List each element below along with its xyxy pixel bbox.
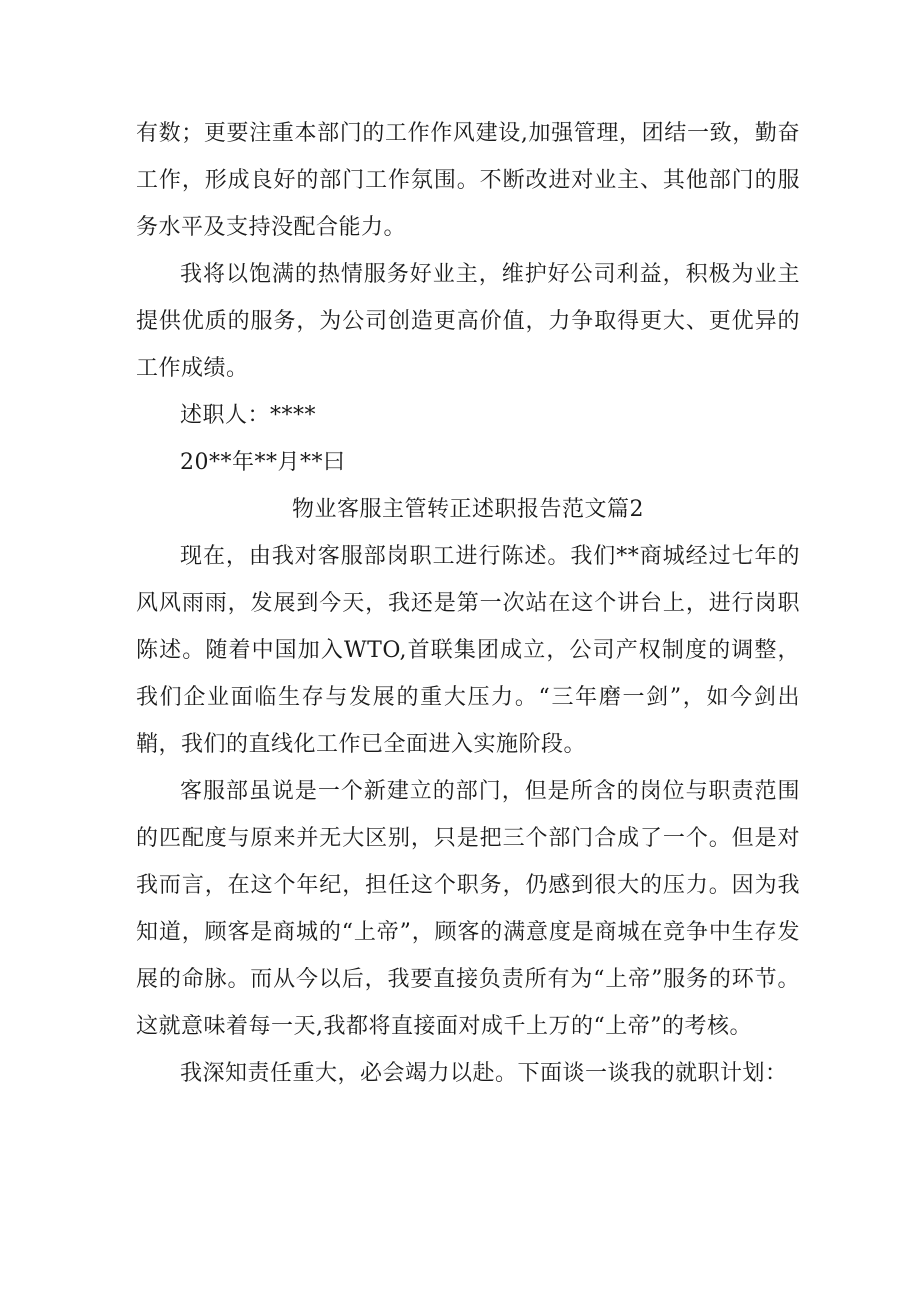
continued-paragraph: 有数；更要注重本部门的工作作风建设,加强管理，团结一致，勤奋工作，形成良好的部门工作氛围。不断改进对业主、其他部门的服务水平及支持没配合能力。 bbox=[136, 121, 800, 240]
reporter-line: 述职人：**** bbox=[180, 403, 317, 428]
document-body bbox=[136, 110, 800, 1097]
department-paragraph: 客服部虽说是一个新建立的部门，但是所含的岗位与职责范围的匹配度与原来并无大区别，只是把三个部门合成了一个。但是对我而言，在这个年纪，担任这个职务，仍感到很大的压力。因为我知道，顾客是商城的“上帝”，顾客的满意度是商城在竞争中生存发展的命脉。而从今以后，我要直接负责所有为“上帝”服务的环节。这就意味着每一天,我都将直接面对成千上万的“上帝”的考核。 bbox=[136, 779, 800, 1039]
date-line: 20**年**月**曰 bbox=[180, 450, 346, 475]
commitment-paragraph: 我将以饱满的热情服务好业主，维护好公司利益，积极为业主提供优质的服务，为公司创造更高价值，力争取得更大、更优异的工作成绩。 bbox=[136, 262, 800, 381]
plan-paragraph: 我深知责任重大，必会竭力以赴。下面谈一谈我的就职计划： bbox=[180, 1061, 788, 1086]
intro-paragraph: 现在，由我对客服部岗职工进行陈述。我们**商城经过七年的风风雨雨，发展到今天，我还是第一次站在这个讲台上，进行岗职陈述。随着中国加入WTO,首联集团成立，公司产权制度的调整，我们企业面临生存与发展的重大压力。“三年磨一剑”，如今剑出鞘，我们的直线化工作已全面进入实施阶段。 bbox=[136, 544, 800, 757]
section-title: 物业客服主管转正述职报告范文篇2 bbox=[292, 497, 644, 522]
